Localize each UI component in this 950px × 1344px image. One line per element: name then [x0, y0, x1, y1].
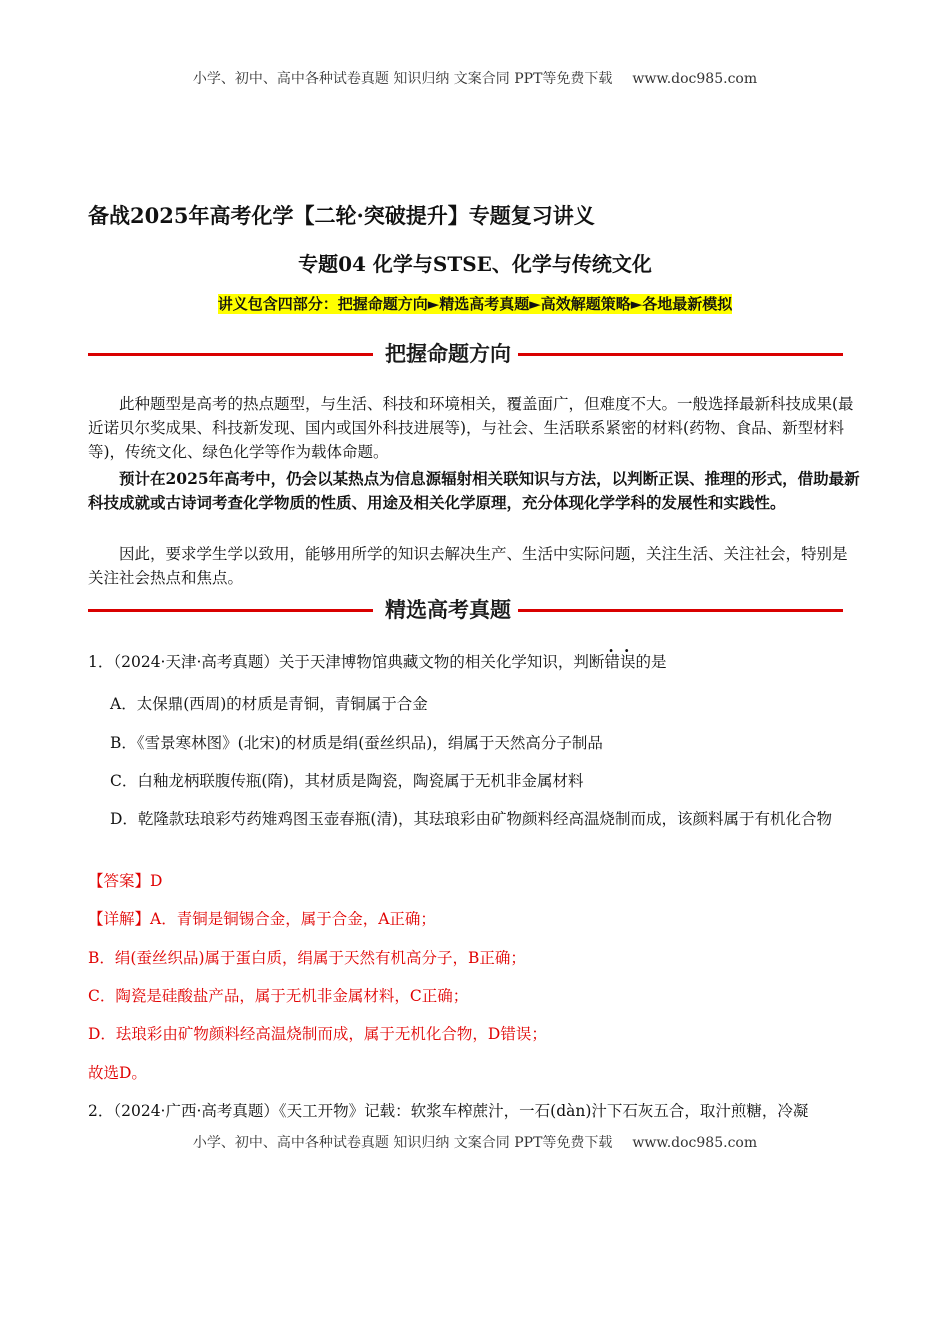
divider-line-right [518, 609, 843, 612]
question-1-detail-d: D．珐琅彩由矿物颜料经高温烧制而成，属于无机化合物，D错误； [88, 1025, 547, 1043]
question-1-stem-text: 1．（2024·天津·高考真题）关于天津博物馆典藏文物的相关化学知识，判断 [88, 653, 605, 671]
section-heading-direction: 把握命题方向 [385, 342, 511, 366]
document-subtitle: 专题04 化学与STSE、化学与传统文化 [298, 252, 652, 276]
page-header [0, 68, 950, 88]
question-1-option-b: B．《雪景寒林图》(北宋)的材质是绢(蚕丝织品)，绢属于天然高分子制品 [110, 734, 603, 752]
question-1-answer: 【答案】D [88, 872, 163, 890]
paragraph-overview: 此种题型是高考的热点题型，与生活、科技和环境相关，覆盖面广，但难度不大。一般选择最新科技成果(最近诺贝尔奖成果、科技新发现、国内或国外科技进展等)，与社会、生活联系紧密的材料(药物、食品、新型材料等)，传统文化、绿色化学等作为载体命题。 [88, 395, 854, 461]
question-1-option-d: D．乾隆款珐琅彩芍药雉鸡图玉壶春瓶(清)，其珐琅彩由矿物颜料经高温烧制而成，该颜料属于有机化合物 [110, 810, 833, 828]
divider-line-left [88, 609, 373, 612]
section-heading-exam: 精选高考真题 [385, 598, 511, 622]
header-text: 小学、初中、高中各种试卷真题 知识归纳 文案合同 PPT等免费下载 [192, 71, 613, 87]
question-1-option-a: A．太保鼎(西周)的材质是青铜，青铜属于合金 [110, 695, 428, 713]
section-divider-exam [88, 594, 843, 626]
paragraph-conclusion: 因此，要求学生学以致用，能够用所学的知识去解决生产、生活中实际问题，关注生活、关注社会，特别是关注社会热点和焦点。 [88, 545, 848, 587]
question-1-conclusion: 故选D。 [88, 1064, 147, 1082]
question-1-option-c: C．白釉龙柄联腹传瓶(隋)，其材质是陶瓷，陶瓷属于无机非金属材料 [110, 772, 584, 790]
question-1-stem [88, 650, 863, 674]
divider-line-left [88, 353, 373, 356]
question-1-detail-a: 【详解】A．青铜是铜锡合金，属于合金，A正确； [88, 910, 436, 928]
page-footer [0, 1132, 950, 1152]
footer-site-link[interactable]: www.doc985.com [632, 1135, 758, 1151]
paragraph-prediction: 预计在2025年高考中，仍会以某热点为信息源辐射相关联知识与方法，以判断正误、推理的形式，借助最新科技成就或古诗词考查化学物质的性质、用途及相关化学原理，充分体现化学学科的发展性和实践性。 [88, 469, 860, 512]
section-divider-direction [88, 338, 843, 370]
emphasis-char: 误 [619, 653, 636, 671]
question-1-stem-end: 的是 [635, 653, 667, 671]
emphasis-char: 错 [604, 653, 620, 671]
document-title: 备战2025年高考化学【二轮·突破提升】专题复习讲义 [88, 203, 595, 228]
question-2-stem: 2．（2024·广西·高考真题）《天工开物》记载：软浆车榨蔗汁，一石(dàn)汁下石灰五合，取汁煎糖，冷凝 [88, 1102, 809, 1120]
question-1-detail-c: C．陶瓷是硅酸盐产品，属于无机非金属材料，C正确； [88, 987, 469, 1005]
divider-line-right [518, 353, 843, 356]
footer-text: 小学、初中、高中各种试卷真题 知识归纳 文案合同 PPT等免费下载 [192, 1135, 613, 1151]
header-site-link[interactable]: www.doc985.com [632, 71, 758, 87]
intro-banner [0, 293, 950, 314]
question-1-detail-b: B．绢(蚕丝织品)属于蛋白质，绢属于天然有机高分子，B正确； [88, 949, 526, 967]
intro-text: 讲义包含四部分：把握命题方向►精选高考真题►高效解题策略►各地最新模拟 [217, 295, 733, 313]
